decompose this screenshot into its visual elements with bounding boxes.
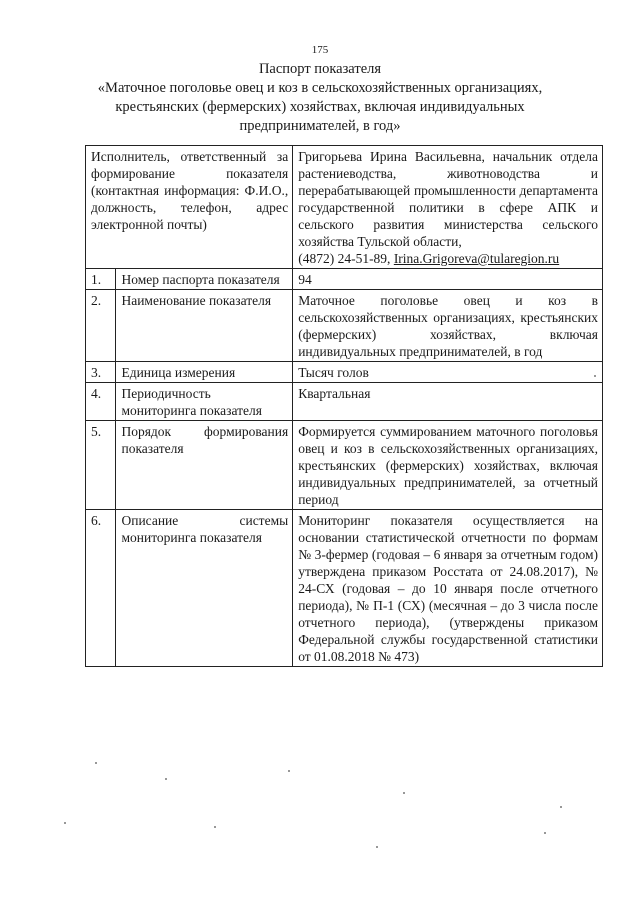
scan-speck xyxy=(560,806,562,808)
row-value: Маточное поголовье овец и коз в сельскохозяйственных организациях, крестьянских (фермерских) хозяйствах, включая индивидуальных предпринимателей, в год xyxy=(293,290,603,362)
row-number: 6. xyxy=(86,510,116,667)
table-row-executor xyxy=(86,146,603,269)
row-label: Номер паспорта показателя xyxy=(116,269,293,290)
scan-speck xyxy=(403,792,405,794)
table-row xyxy=(86,290,603,362)
table-row xyxy=(86,362,603,383)
scan-speck xyxy=(376,846,378,848)
table-row xyxy=(86,510,603,667)
row-label: Периодичность мониторинга показателя xyxy=(116,383,293,421)
title-line: Паспорт показателя xyxy=(258,61,382,77)
passport-table xyxy=(85,145,603,667)
table-row xyxy=(86,421,603,510)
row-label: Единица измерения xyxy=(116,362,293,383)
title-line: предпринимателей, в год» xyxy=(239,118,401,134)
document-title xyxy=(60,60,580,136)
executor-phone: (4872) 24-51-89, xyxy=(298,251,391,266)
title-line: крестьянских (фермерских) хозяйствах, включая индивидуальных xyxy=(115,99,525,115)
executor-label: Исполнитель, ответственный за формирование показателя (контактная информация: Ф.И.О., должность, телефон, адрес электронной почты) xyxy=(86,146,293,269)
row-value: 94 xyxy=(293,269,603,290)
scan-speck xyxy=(288,770,290,772)
row-number: 5. xyxy=(86,421,116,510)
scan-speck xyxy=(165,778,167,780)
executor-value xyxy=(293,146,603,269)
scan-speck xyxy=(214,826,216,828)
table-row xyxy=(86,383,603,421)
row-label: Описание системы мониторинга показателя xyxy=(116,510,293,667)
row-label: Порядок формирования показателя xyxy=(116,421,293,510)
row-value: Тысяч голов xyxy=(293,362,603,383)
row-value: Формируется суммированием маточного поголовья овец и коз в сельскохозяйственных организациях, крестьянских (фермерских) хозяйствах, включая индивидуальных предпринимателей, за отчетный период xyxy=(293,421,603,510)
scan-speck xyxy=(544,832,546,834)
row-number: 1. xyxy=(86,269,116,290)
row-number: 3. xyxy=(86,362,116,383)
executor-name: Григорьева Ирина Васильевна, начальник отдела растениеводства, животноводства и перерабатывающей промышленности департамента государственной политики в сфере АПК и сельского развития министерства сельского хозяйства Тульской области, xyxy=(298,149,598,249)
scan-speck xyxy=(64,822,66,824)
row-number: 2. xyxy=(86,290,116,362)
executor-email: Irina.Grigoreva@tularegion.ru xyxy=(393,251,560,266)
title-line: «Маточное поголовье овец и коз в сельскохозяйственных организациях, xyxy=(97,80,543,96)
table-row xyxy=(86,269,603,290)
row-label: Наименование показателя xyxy=(116,290,293,362)
row-value: Квартальная xyxy=(293,383,603,421)
page-number: 175 xyxy=(311,44,329,56)
row-number: 4. xyxy=(86,383,116,421)
row-value: Мониторинг показателя осуществляется на основании статистической отчетности по формам № 3-фермер (годовая – 6 января за отчетным годом) утверждена приказом Росстата от 24.08.2017), № 24-СХ (годовая – до 10 января после отчетного периода), № П-1 (СХ) (месячная – до 3 числа после отчетного периода), (утверждены приказом Федеральной службы государственной статистики от 01.08.2018 № 473) xyxy=(293,510,603,667)
scan-speck xyxy=(95,762,97,764)
scan-speck xyxy=(594,375,596,377)
